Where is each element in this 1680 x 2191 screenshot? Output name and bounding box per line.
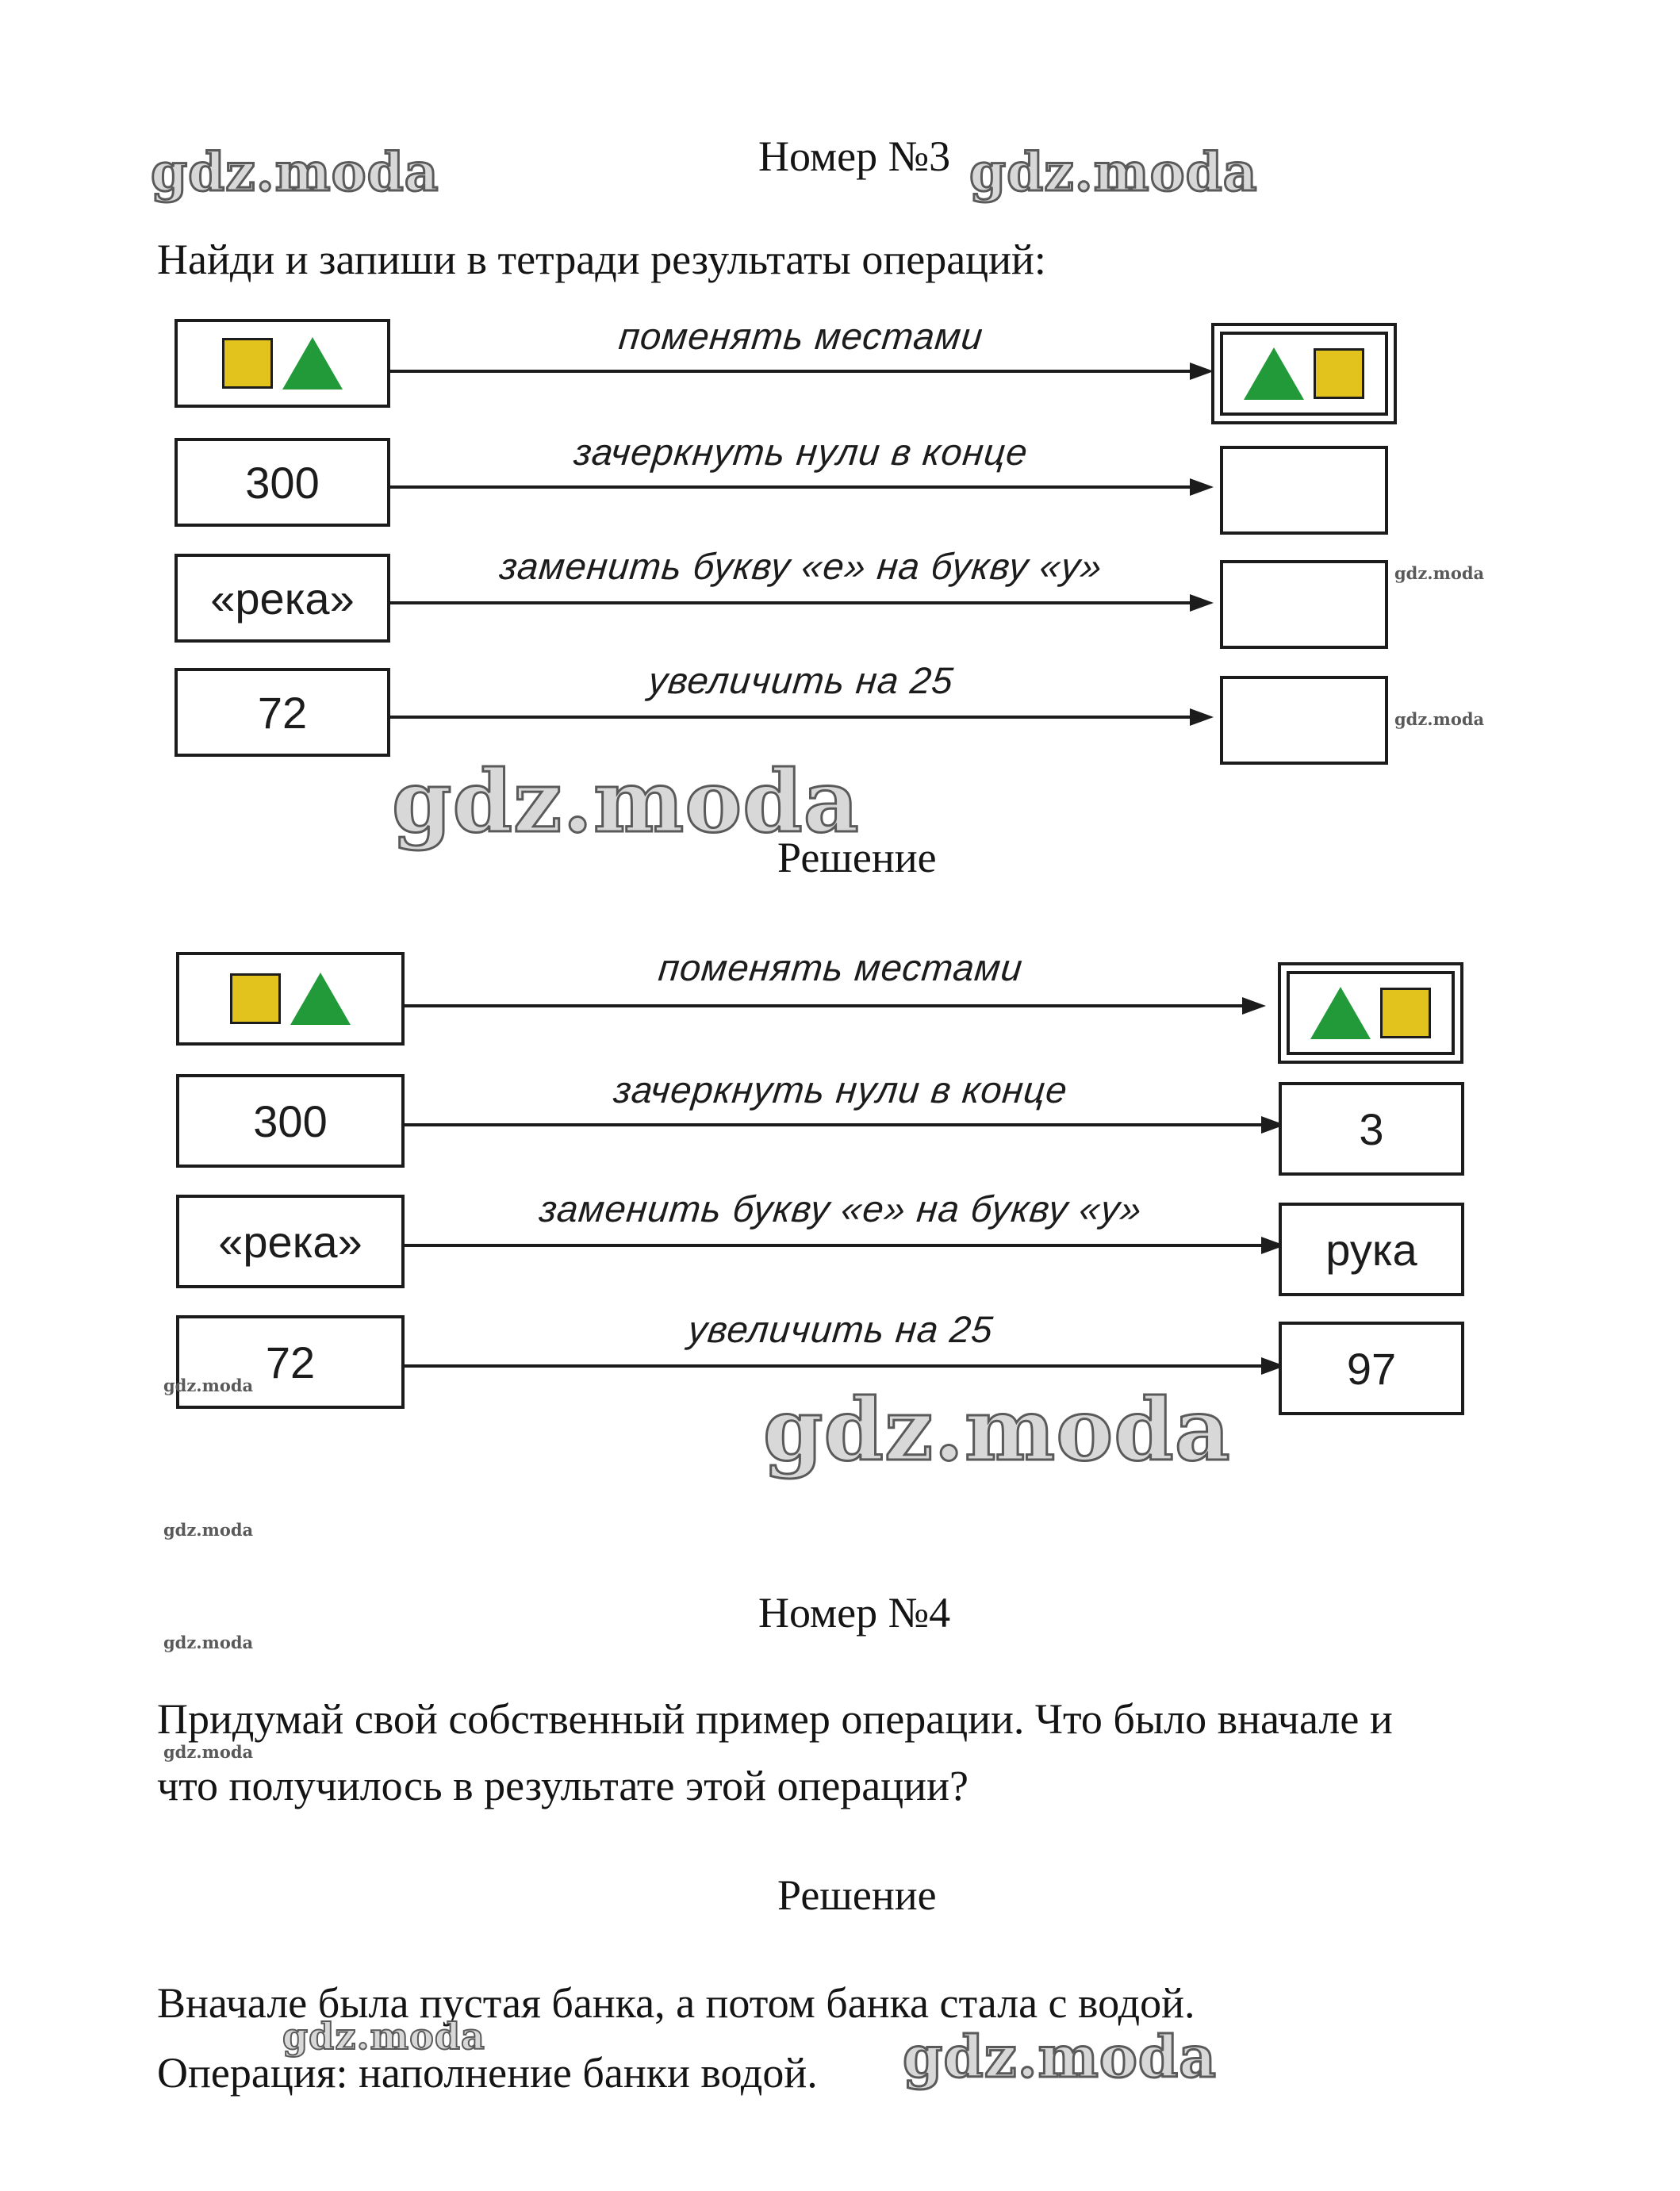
result-box: 97: [1279, 1322, 1464, 1415]
result-box: 3: [1279, 1082, 1464, 1176]
solution-label: Решение: [777, 834, 937, 881]
operation-label: поменять местами: [616, 315, 986, 357]
watermark: gdz.moda: [282, 2015, 485, 2058]
watermark: gdz.moda: [1394, 709, 1485, 729]
watermark: gdz.moda: [151, 141, 439, 203]
task3-title: Номер №3: [758, 132, 951, 180]
triangle-icon: [290, 973, 351, 1025]
watermark: gdz.moda: [163, 1742, 254, 1762]
square-icon: [1314, 348, 1364, 399]
result-box-shapes: [1287, 971, 1455, 1055]
watermark: gdz.moda: [763, 1380, 1231, 1480]
task4-title: Номер №4: [758, 1589, 951, 1637]
result-box-empty: [1220, 560, 1388, 649]
operation-label: увеличить на 25: [646, 659, 956, 701]
triangle-icon: [282, 337, 343, 389]
watermark: gdz.moda: [163, 1376, 254, 1395]
task4-prompt: что получилось в результате этой операции?: [157, 1762, 968, 1809]
arrow-head-icon: [1190, 363, 1214, 380]
input-box: 300: [175, 438, 390, 527]
square-icon: [1380, 988, 1431, 1038]
triangle-icon: [1244, 347, 1304, 400]
arrow-line: [390, 716, 1191, 719]
task4-prompt: Придумай свой собственный пример операции. Что было вначале и: [157, 1695, 1393, 1743]
watermark: gdz.moda: [163, 1520, 254, 1540]
operation-label: зачеркнуть нули в конце: [572, 431, 1030, 473]
result-box-empty: [1220, 676, 1388, 765]
operation-label: заменить букву «е» на букву «у»: [497, 545, 1105, 587]
operation-label: увеличить на 25: [686, 1308, 995, 1350]
watermark: gdz.moda: [163, 1633, 254, 1652]
input-box: «река»: [176, 1195, 405, 1288]
arrow-line: [405, 1364, 1263, 1368]
operation-label: поменять местами: [656, 946, 1026, 988]
input-box: «река»: [175, 554, 390, 643]
arrow-line: [390, 485, 1191, 489]
input-box-shapes: [176, 952, 405, 1046]
result-box-empty: [1220, 446, 1388, 535]
solution-label: Решение: [777, 1871, 937, 1919]
input-box: 300: [176, 1074, 405, 1168]
input-box: 72: [175, 668, 390, 757]
watermark: gdz.moda: [1394, 563, 1485, 583]
input-box-shapes: [175, 319, 390, 408]
arrow-line: [390, 370, 1191, 373]
input-box: 72: [176, 1315, 405, 1409]
watermark: gdz.moda: [903, 2023, 1217, 2090]
arrow-line: [390, 601, 1191, 604]
watermark: gdz.moda: [392, 752, 860, 852]
task4-answer: Операция: наполнение банки водой.: [157, 2049, 818, 2097]
result-box-shapes: [1220, 332, 1388, 416]
task4-answer: Вначале была пустая банка, а потом банка стала с водой.: [157, 1979, 1195, 2027]
arrow-head-icon: [1242, 997, 1266, 1015]
arrow-line: [405, 1004, 1242, 1007]
square-icon: [222, 338, 273, 389]
operation-label: заменить букву «е» на букву «у»: [537, 1188, 1145, 1230]
square-icon: [230, 973, 281, 1024]
task3-prompt: Найди и запиши в тетради результаты операций:: [157, 236, 1046, 283]
triangle-icon: [1310, 987, 1371, 1039]
result-box: рука: [1279, 1203, 1464, 1296]
operation-label: зачеркнуть нули в конце: [612, 1069, 1070, 1111]
arrow-head-icon: [1190, 708, 1214, 726]
arrow-head-icon: [1190, 594, 1214, 612]
arrow-head-icon: [1190, 478, 1214, 496]
arrow-line: [405, 1123, 1263, 1126]
watermark: gdz.moda: [969, 141, 1258, 203]
arrow-line: [405, 1244, 1263, 1247]
